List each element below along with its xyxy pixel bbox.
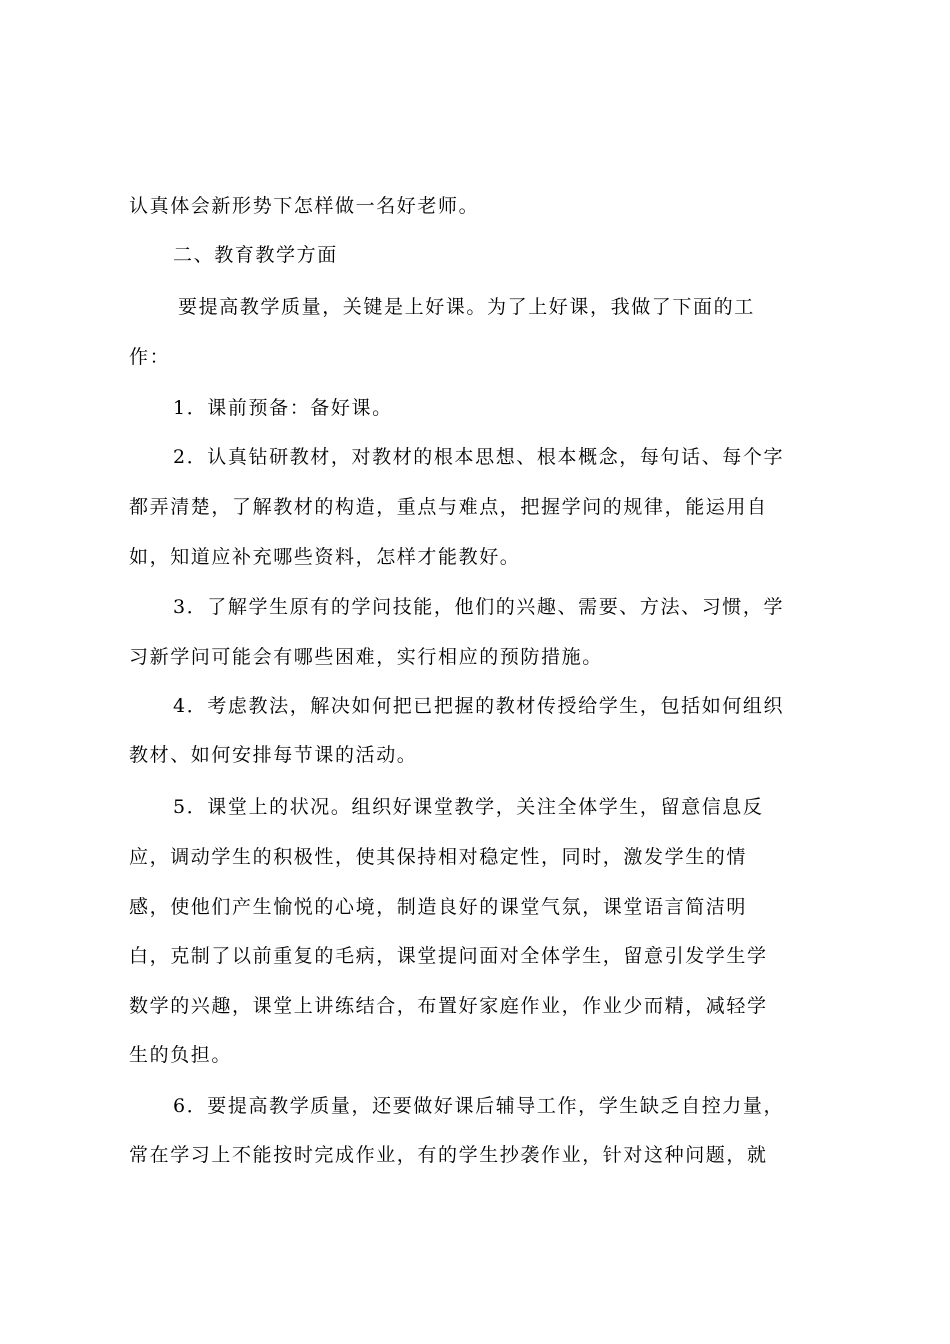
text-line: 常在学习上不能按时完成作业，有的学生抄袭作业，针对这种问题，就 <box>129 1144 768 1166</box>
text-line: 白，克制了以前重复的毛病，课堂提问面对全体学生，留意引发学生学 <box>129 945 768 967</box>
text-line: 认真体会新形势下怎样做一名好老师。 <box>129 195 480 217</box>
section-heading: 二、教育教学方面 <box>173 244 338 266</box>
list-item: 4．考虑教法，解决如何把已把握的教材传授给学生，包括如何组织 <box>173 695 785 717</box>
list-item: 6．要提高教学质量，还要做好课后辅导工作，学生缺乏自控力量， <box>173 1095 785 1117</box>
text-line: 都弄清楚，了解教材的构造，重点与难点，把握学问的规律，能运用自 <box>129 496 768 518</box>
text-line: 教材、如何安排每节课的活动。 <box>129 744 418 766</box>
text-line: 数学的兴趣，课堂上讲练结合，布置好家庭作业，作业少而精，减轻学 <box>129 995 768 1017</box>
text-line: 生的负担。 <box>129 1044 233 1066</box>
text-line: 应，调动学生的积极性，使其保持相对稳定性，同时，激发学生的情 <box>129 846 748 868</box>
text-line: 作： <box>129 346 171 368</box>
text-line: 感，使他们产生愉悦的心境，制造良好的课堂气氛，课堂语言简洁明 <box>129 896 748 918</box>
list-item: 2．认真钻研教材，对教材的根本思想、根本概念，每句话、每个字 <box>173 446 785 468</box>
list-item: 5．课堂上的状况。组织好课堂教学，关注全体学生，留意信息反 <box>173 796 764 818</box>
text-line: 习新学问可能会有哪些困难，实行相应的预防措施。 <box>129 646 603 668</box>
text-line: 要提高教学质量，关键是上好课。为了上好课，我做了下面的工 <box>178 296 755 318</box>
list-item: 1．课前预备：备好课。 <box>173 397 393 419</box>
text-line: 如，知道应补充哪些资料，怎样才能教好。 <box>129 546 521 568</box>
list-item: 3．了解学生原有的学问技能，他们的兴趣、需要、方法、习惯，学 <box>173 596 785 618</box>
